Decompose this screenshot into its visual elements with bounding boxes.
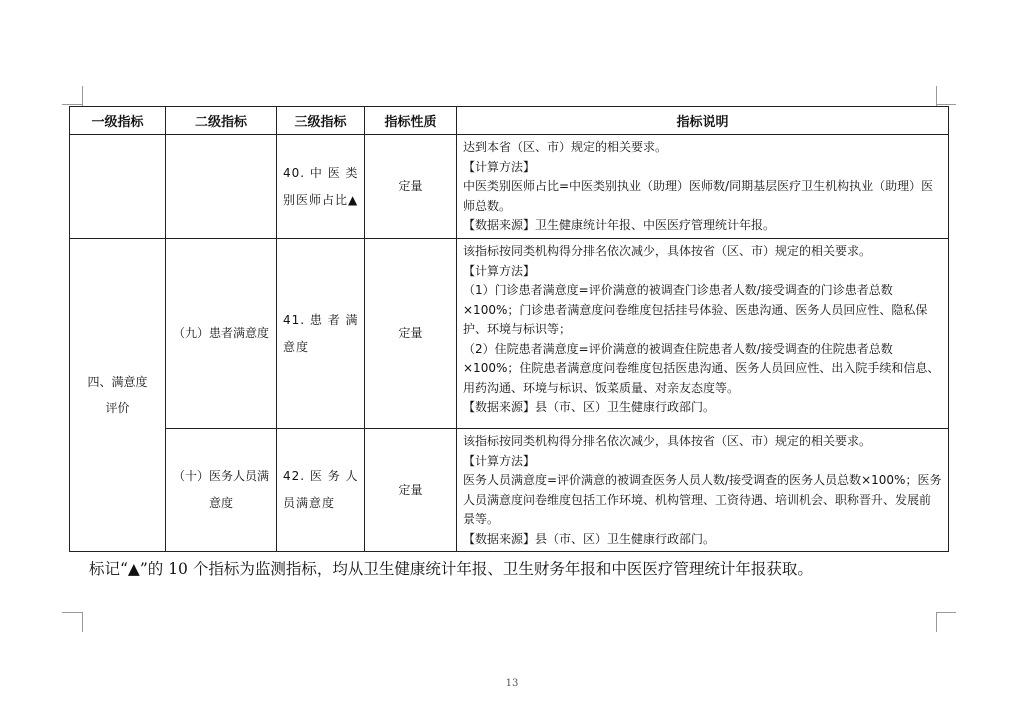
- desc-line: （1）门诊患者满意度=评价满意的被调查门诊患者人数/接受调查的门诊患者总数×100%；门诊患者满意度问卷维度包括挂号体验、医患沟通、医务人员回应性、隐私保护、环境与标识等；: [463, 283, 928, 336]
- crop-mark: [82, 86, 83, 106]
- cell-level3: 42. 医 务 人员满意度: [277, 429, 365, 552]
- crop-mark: [936, 612, 956, 613]
- header-description: 指标说明: [457, 107, 949, 135]
- table-row: [70, 429, 949, 552]
- table-header-row: [70, 107, 949, 135]
- crop-mark: [62, 104, 82, 105]
- desc-line: 【数据来源】县（市、区）卫生健康行政部门。: [463, 531, 716, 546]
- desc-line: 中医类别医师占比=中医类别执业（助理）医师数/同期基层医疗卫生机构执业（助理）医师总数。: [463, 179, 934, 213]
- crop-mark: [936, 612, 937, 632]
- cell-description: [457, 429, 949, 552]
- desc-line: 达到本省（区、市）规定的相关要求。: [463, 140, 668, 154]
- cell-nature: 定量: [365, 135, 457, 239]
- desc-line: 【数据来源】县（市、区）卫生健康行政部门。: [463, 400, 716, 414]
- header-nature: 指标性质: [365, 107, 457, 135]
- crop-mark: [62, 612, 82, 613]
- header-level2: 二级指标: [166, 107, 277, 135]
- crop-mark: [82, 612, 83, 632]
- header-level3: 三级指标: [277, 107, 365, 135]
- cell-level2: （十）医务人员满意度: [166, 429, 277, 552]
- cell-level3: 40. 中 医 类别医师占比▲: [277, 135, 365, 239]
- indicator-table: [69, 106, 949, 552]
- desc-line: 【数据来源】卫生健康统计年报、中医医疗管理统计年报。: [463, 218, 776, 232]
- cell-level1: [70, 135, 166, 239]
- cell-nature: 定量: [365, 429, 457, 552]
- desc-line: 该指标按同类机构得分排名依次减少，具体按省（区、市）规定的相关要求。: [463, 434, 872, 448]
- desc-line: 【计算方法】: [463, 159, 536, 174]
- desc-line: 医务人员满意度=评价满意的被调查医务人员人数/接受调查的医务人员总数×100%；医务人员满意度问卷维度包括工作环境、机构管理、工资待遇、培训机会、职称晋升、发展前景等。: [463, 473, 942, 526]
- cell-description: [457, 239, 949, 429]
- cell-level2: （九）患者满意度: [166, 239, 277, 429]
- cell-level3: 41. 患 者 满意度: [277, 239, 365, 429]
- crop-mark: [936, 86, 937, 106]
- table-row: [70, 135, 949, 239]
- crop-mark: [936, 104, 956, 105]
- page-number: 13: [505, 678, 519, 689]
- desc-line: 【计算方法】: [463, 453, 536, 468]
- cell-description: [457, 135, 949, 239]
- footnote: 标记“▲”的 10 个指标为监测指标，均从卫生健康统计年报、卫生财务年报和中医医疗管理统计年报获取。: [89, 560, 813, 578]
- cell-nature: 定量: [365, 239, 457, 429]
- table-row: [70, 239, 949, 429]
- cell-level2: [166, 135, 277, 239]
- desc-line: 【计算方法】: [463, 263, 536, 278]
- header-level1: 一级指标: [70, 107, 166, 135]
- cell-level1: 四、满意度评价: [70, 239, 166, 552]
- desc-line: （2）住院患者满意度=评价满意的被调查住院患者人数/接受调查的住院患者总数×100%；住院患者满意度问卷维度包括医患沟通、医务人员回应性、出入院手续和信息、用药沟通、环境与标识、饭菜质量、对亲友态度等。: [463, 341, 940, 395]
- desc-line: 该指标按同类机构得分排名依次减少，具体按省（区、市）规定的相关要求。: [463, 244, 872, 258]
